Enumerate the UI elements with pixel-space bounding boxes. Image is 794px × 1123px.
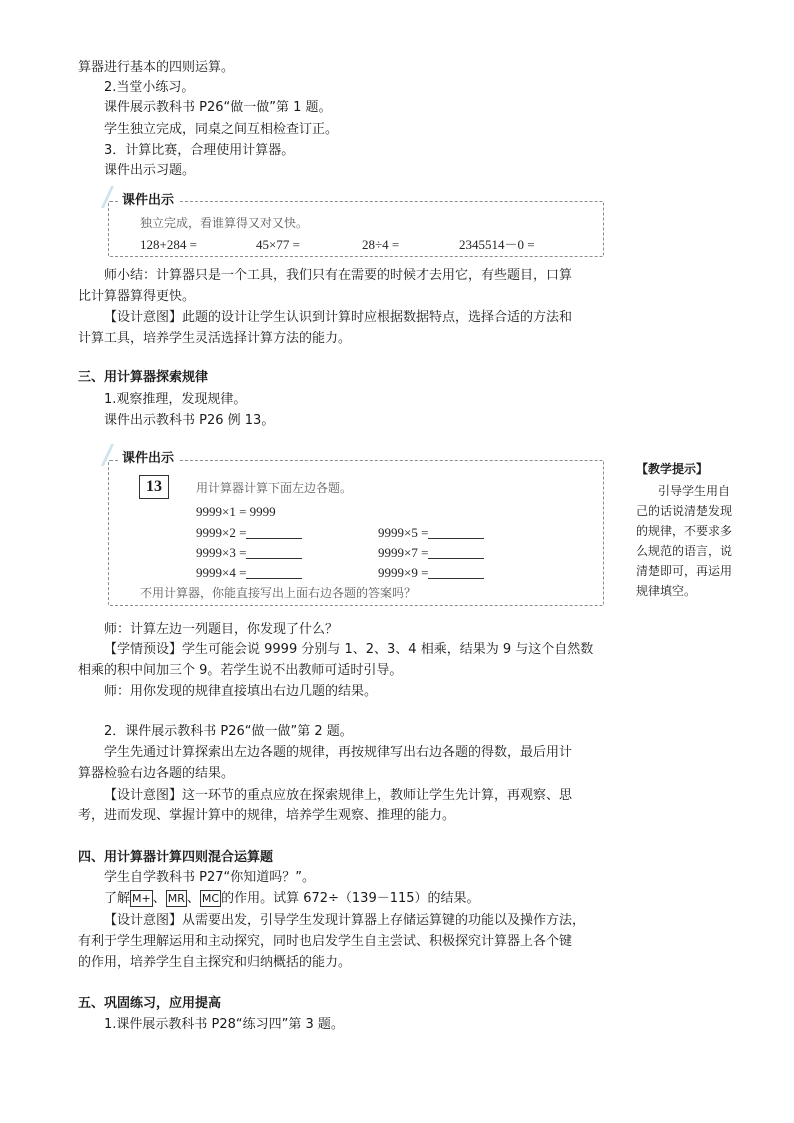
- teaching-tip-line: 么规范的语言，说: [636, 544, 733, 558]
- text-line: 计算工具，培养学生灵活选择计算方法的能力。: [78, 331, 352, 346]
- text-line: 3．计算比赛，合理使用计算器。: [104, 143, 295, 158]
- example-intro: 用计算器计算下面左边各题。: [196, 481, 353, 495]
- text-line: 学生独立完成，同桌之间互相检查订正。: [104, 122, 339, 137]
- m-plus-key: M+: [132, 892, 151, 905]
- text-line: 1.课件展示教科书 P28“练习四”第 3 题。: [104, 1017, 344, 1032]
- example-left-1: 9999×1 = 9999: [196, 504, 276, 519]
- teaching-tip-line: 规律填空。: [636, 584, 697, 598]
- section-heading: 四、用计算器计算四则混合运算题: [78, 850, 274, 865]
- text-line: 考，进而发现、掌握计算中的规律，培养学生观察、推理的能力。: [78, 808, 456, 823]
- text-line: 【学情预设】学生可能会说 9999 分别与 1、2、3、4 相乘，结果为 9 与这个自然数: [104, 642, 594, 657]
- text-line: 【设计意图】这一环节的重点应放在探索规律上，教师让学生先计算，再观察、思: [104, 788, 573, 803]
- mc-key: MC: [201, 892, 220, 905]
- example-left-2: 9999×2 =: [196, 524, 302, 542]
- text-line: 师小结：计算器只是一个工具，我们只有在需要的时候才去用它，有些题目，口算: [104, 268, 573, 283]
- text-line: 师：计算左边一列题目，你发现了什么？: [104, 622, 339, 637]
- teaching-tip-line: 清楚即可，再运用: [636, 564, 733, 578]
- text-line: 了解 M+ 、 MR 、 MC 的作用。试算 672÷（139－115）的结果。: [104, 891, 480, 906]
- text-line: 课件出示教科书 P26 例 13。: [104, 413, 275, 428]
- text-line: 【设计意图】此题的设计让学生认识到计算时应根据数据特点，选择合适的方法和: [104, 310, 573, 325]
- text-line: 比计算器算得更快。: [78, 289, 196, 304]
- text-line: 算器进行基本的四则运算。: [78, 60, 235, 75]
- teaching-tip-line: 的规律，不要求多: [636, 524, 733, 538]
- example-left-3: 9999×3 =: [196, 544, 302, 562]
- text-line: 师：用你发现的规律直接填出右边几题的结果。: [104, 684, 378, 699]
- example-footer: 不用计算器，你能直接写出上面右边各题的答案吗？: [140, 586, 417, 600]
- exercise-q4: 2345514－0 =: [459, 237, 535, 252]
- teaching-tip-line: 引导学生用自: [658, 484, 731, 498]
- mr-key: MR: [167, 892, 185, 905]
- text-line: 有利于学生理解运用和主动探究，同时也启发学生自主尝试、积极探究计算器上各个键: [78, 934, 573, 949]
- example-right-2: 9999×7 =: [378, 544, 484, 562]
- text-line: 2．课件展示教科书 P26“做一做”第 2 题。: [104, 724, 353, 739]
- text-line: 课件展示教科书 P26“做一做”第 1 题。: [104, 100, 332, 115]
- text-line: 相乘的积中间加三个 9。若学生说不出教师可适时引导。: [78, 663, 403, 678]
- exercise-q3: 28÷4 =: [362, 237, 400, 252]
- text-line: 的作用，培养学生自主探究和归纳概括的能力。: [78, 955, 352, 970]
- text-line: 学生先通过计算探索出左边各题的规律，再按规律写出右边各题的得数，最后用计: [104, 745, 573, 760]
- example-left-4: 9999×4 =: [196, 564, 302, 582]
- box-label: 课件出示: [118, 450, 180, 468]
- teaching-tip-title: 【教学提示】: [636, 462, 709, 476]
- section-heading: 三、用计算器探索规律: [78, 370, 209, 385]
- text-line: 【设计意图】从需要出发，引导学生发现计算器上存储运算键的功能以及操作方法，: [104, 913, 586, 928]
- text-line: 算器检验右边各题的结果。: [78, 766, 235, 781]
- text-line: 1.观察推理，发现规律。: [104, 392, 247, 407]
- text-line: 2.当堂小练习。: [104, 80, 195, 95]
- box-intro: 独立完成，看谁算得又对又快。: [140, 216, 309, 230]
- exercise-q1: 128+284 =: [140, 237, 197, 252]
- text-line: 学生自学教科书 P27“你知道吗？”。: [104, 870, 315, 885]
- exercise-q2: 45×77 =: [256, 237, 300, 252]
- example-number: 13: [139, 475, 169, 499]
- example-right-3: 9999×9 =: [378, 564, 484, 582]
- box-label: 课件出示: [118, 192, 180, 210]
- teaching-tip-line: 己的话说清楚发现: [636, 504, 733, 518]
- section-heading: 五、巩固练习，应用提高: [78, 996, 222, 1011]
- example-right-1: 9999×5 =: [378, 524, 484, 542]
- text-line: 课件出示习题。: [104, 163, 196, 178]
